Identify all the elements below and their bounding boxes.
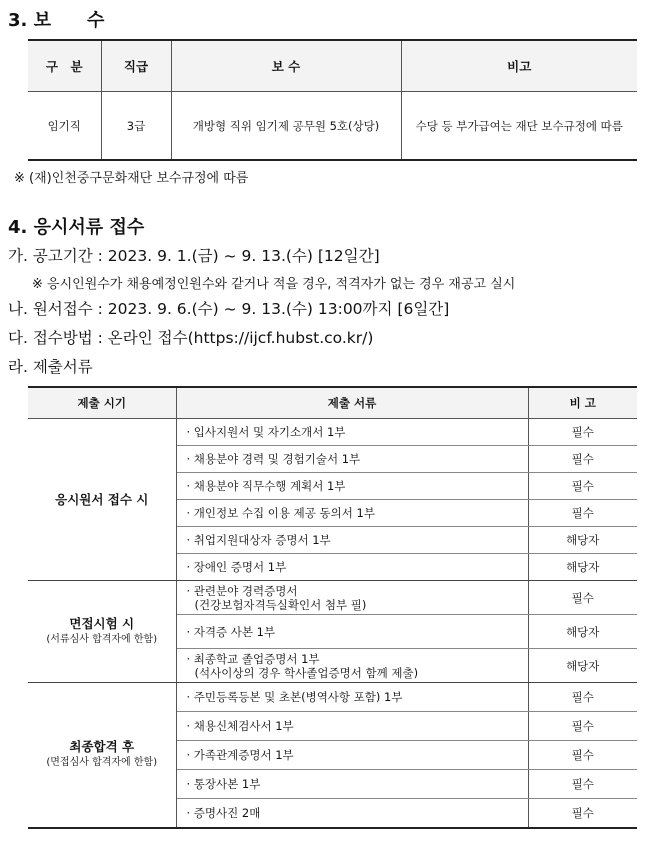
document-remark: 필수 (528, 473, 637, 500)
document-item: · 채용신체검사서 1부 (176, 712, 528, 741)
salary-note: ※ (재)인천중구문화재단 보수규정에 따름 (14, 171, 249, 186)
application-period: 나. 원서접수 : 2023. 9. 6.(수) ~ 9. 13.(수) 13:00까지 [6일간] (8, 300, 450, 318)
group-application (28, 419, 176, 581)
application-method: 다. 접수방법 : 온라인 접수(https://ijcf.hubst.co.kr/) (8, 329, 374, 347)
group-label: 최종합격 후 (69, 739, 135, 754)
document-subline: (석사이상의 경우 학사졸업증명서 함께 제출) (194, 665, 419, 680)
document-item: · 채용분야 직무수행 계획서 1부 (176, 473, 528, 500)
section-4-title: 4. 응시서류 접수 (8, 217, 145, 238)
document-item: · 장애인 증명서 1부 (176, 554, 528, 581)
document-remark: 필수 (528, 770, 637, 799)
document-line: · 관련분야 경력증명서 (186, 583, 298, 598)
document-item: · 증명사진 2매 (186, 806, 261, 820)
document-item: · 입사지원서 및 자기소개서 1부 (176, 419, 528, 446)
document-item: · 채용분야 경력 및 경험기술서 1부 (176, 446, 528, 473)
repost-note: ※ 응시인원수가 채용예정인원수와 같거나 적을 경우, 적격자가 없는 경우 재공고 실시 (32, 277, 516, 292)
document-remark: 필수 (528, 799, 637, 829)
table-row (28, 683, 637, 712)
document-item: · 취업지원대상자 증명서 1부 (176, 527, 528, 554)
document-item (176, 649, 528, 683)
cell-grade: 3급 (101, 92, 171, 161)
salary-table (28, 39, 637, 161)
col-header-documents: 제출 서류 (176, 387, 528, 419)
table-row (28, 419, 637, 446)
document-remark: 필수 (528, 683, 637, 712)
cell-salary: 개방형 직위 임기제 공무원 5호(상당) (171, 92, 401, 161)
document-item: · 가족관계증명서 1부 (176, 741, 528, 770)
salary-table-header (28, 40, 637, 92)
col-header-timing: 제출 시기 (28, 387, 176, 419)
document-remark: 필수 (528, 446, 637, 473)
documents-heading: 라. 제출서류 (8, 358, 93, 376)
documents-table (28, 386, 637, 829)
document-remark: 필수 (528, 712, 637, 741)
document-remark: 필수 (528, 741, 637, 770)
col-header-remarks: 비 고 (528, 387, 637, 419)
table-row (28, 581, 637, 615)
document-item: · 주민등록등본 및 초본(병역사항 포함) 1부 (176, 683, 528, 712)
document-remark: 해당자 (528, 649, 637, 683)
document-line: · 최종학교 졸업증명서 1부 (186, 651, 320, 666)
document-subline: (건강보험자격득실확인서 첨부 필) (194, 597, 367, 612)
group-final (28, 683, 176, 829)
document-item: · 개인정보 수집 이용 제공 동의서 1부 (176, 500, 528, 527)
cell-category: 임기직 (47, 118, 81, 133)
documents-table-header (28, 387, 637, 419)
col-header-remarks: 비고 (401, 40, 637, 92)
group-interview (28, 581, 176, 683)
section-3-title: 3. 보 수 (8, 10, 105, 31)
group-label: 응시원서 접수 시 (55, 491, 149, 507)
document-item: · 자격증 사본 1부 (176, 615, 528, 649)
posting-period: 가. 공고기간 : 2023. 9. 1.(금) ~ 9. 13.(수) [12일간] (8, 247, 380, 265)
document-item: · 통장사본 1부 (176, 770, 528, 799)
col-header-category: 구 분 (28, 40, 101, 92)
cell-remarks: 수당 등 부가급여는 재단 보수규정에 따름 (401, 92, 637, 161)
document-remark: 해당자 (528, 527, 637, 554)
document-remark: 필수 (528, 500, 637, 527)
table-row (28, 92, 637, 161)
document-item (176, 581, 528, 615)
document-remark: 필수 (528, 419, 637, 446)
document-remark: 해당자 (528, 615, 637, 649)
document-remark: 필수 (528, 581, 637, 615)
col-header-salary: 보 수 (171, 40, 401, 92)
group-sublabel: (면접심사 합격자에 한함) (46, 757, 158, 768)
col-header-grade: 직급 (101, 40, 171, 92)
group-sublabel: (서류심사 합격자에 한함) (46, 633, 158, 645)
group-label: 면접시험 시 (69, 615, 135, 631)
document-remark: 해당자 (528, 554, 637, 581)
